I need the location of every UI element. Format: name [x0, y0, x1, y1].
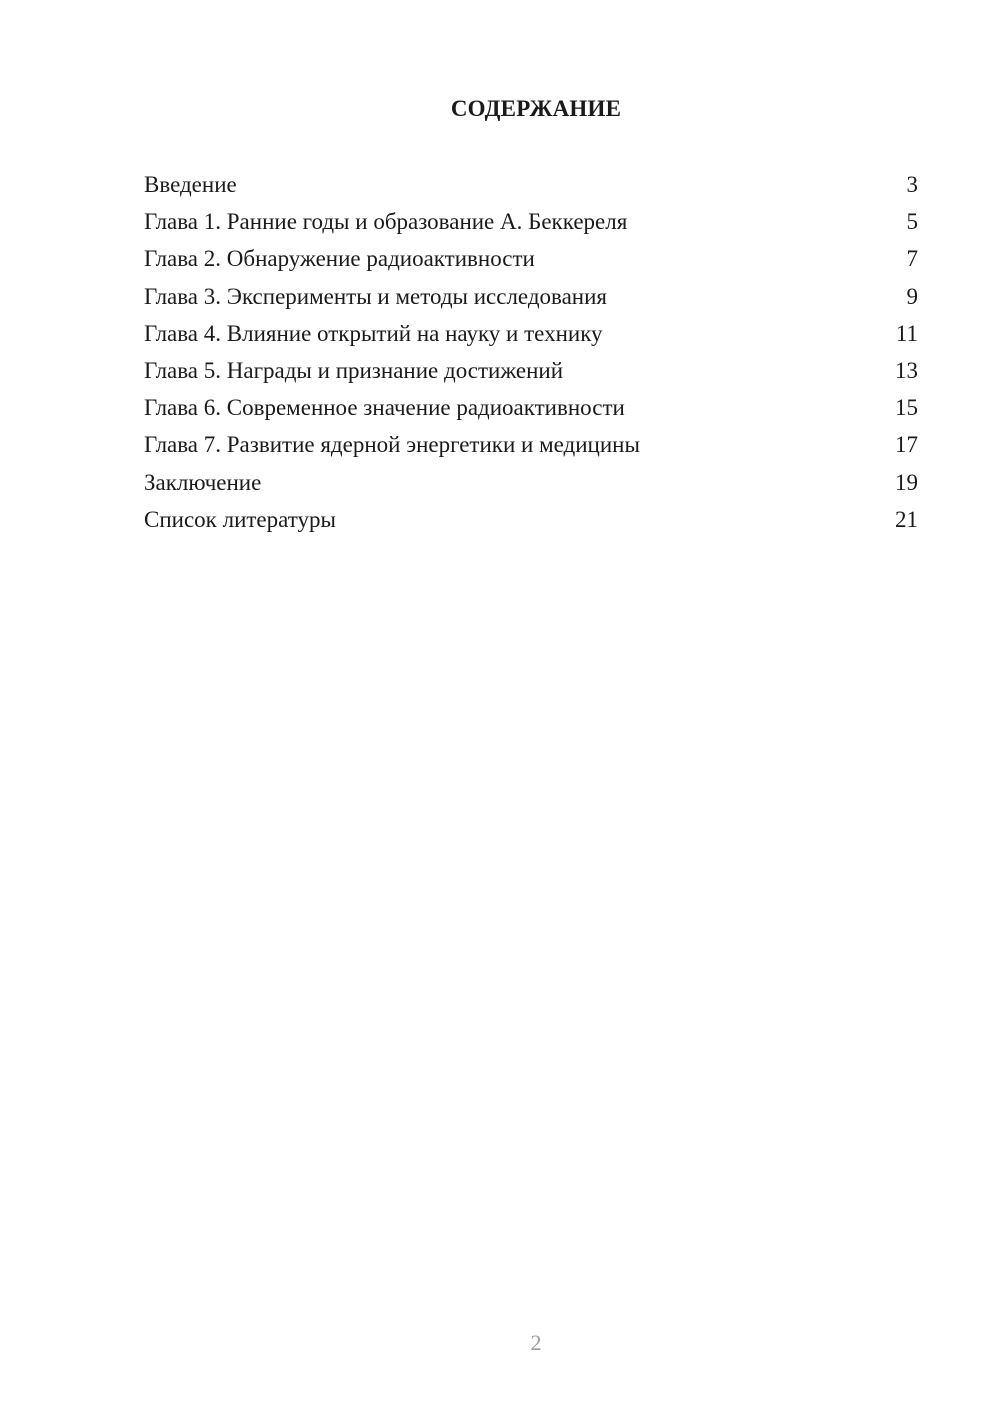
toc-entry-page: 15 [895, 395, 918, 421]
toc-entry-label: Глава 6. Современное значение радиоактивности [144, 395, 625, 421]
toc-entry-label: Глава 4. Влияние открытий на науку и технику [144, 320, 603, 346]
toc-entry-label: Глава 1. Ранние годы и образование А. Беккереля [144, 209, 628, 235]
toc-entry-label: Глава 5. Награды и признание достижений [144, 357, 564, 383]
toc-entry-label: Глава 7. Развитие ядерной энергетики и медицины [144, 432, 640, 458]
toc-entry-label: Список литературы [144, 506, 336, 532]
table-of-contents [144, 166, 918, 538]
toc-entry-label: Глава 2. Обнаружение радиоактивности [144, 246, 535, 272]
toc-entry-chapter-6[interactable] [144, 389, 918, 426]
toc-entry-references[interactable] [144, 501, 918, 538]
toc-entry-page: 3 [906, 172, 918, 197]
toc-entry-chapter-5[interactable] [144, 352, 918, 389]
toc-entry-chapter-4[interactable] [144, 315, 918, 352]
toc-entry-page: 17 [895, 432, 918, 458]
toc-entry-conclusion[interactable] [144, 464, 918, 501]
toc-entry-page: 5 [906, 209, 918, 235]
page-number: 2 [530, 1330, 542, 1355]
toc-entry-page: 13 [895, 357, 918, 383]
toc-entry-label: Глава 3. Эксперименты и методы исследования [144, 283, 607, 309]
toc-entry-page: 11 [895, 320, 918, 346]
toc-entry-page: 7 [906, 246, 918, 272]
toc-entry-chapter-2[interactable] [144, 240, 918, 277]
toc-entry-introduction[interactable] [144, 166, 918, 203]
toc-entry-page: 19 [895, 469, 918, 495]
toc-entry-label: Введение [144, 172, 237, 197]
toc-entry-page: 9 [906, 283, 918, 309]
toc-entry-page: 21 [895, 506, 918, 532]
toc-title: СОДЕРЖАНИЕ [450, 96, 622, 121]
toc-entry-label: Заключение [144, 469, 262, 495]
toc-entry-chapter-3[interactable] [144, 278, 918, 315]
toc-entry-chapter-7[interactable] [144, 426, 918, 463]
toc-entry-chapter-1[interactable] [144, 203, 918, 240]
